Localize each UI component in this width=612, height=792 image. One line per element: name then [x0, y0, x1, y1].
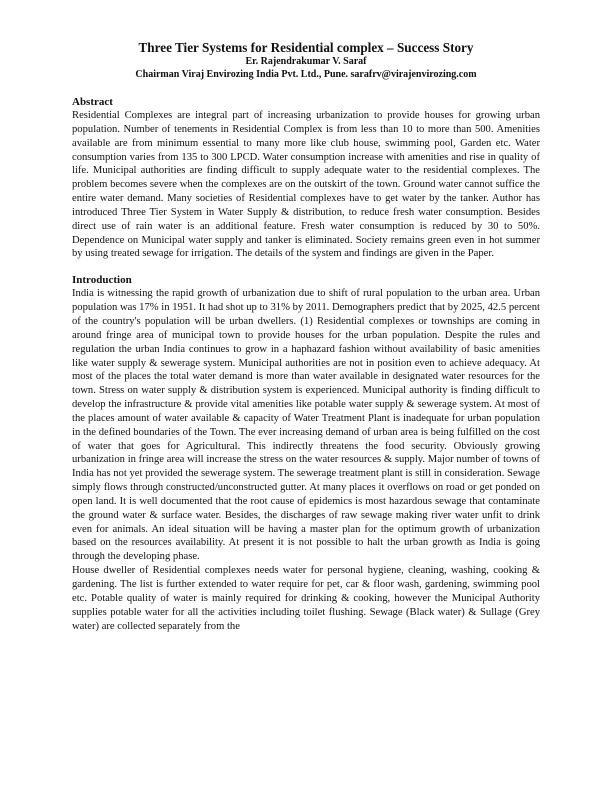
abstract-heading: Abstract — [72, 96, 113, 108]
author-name: Er. Rajendrakumar V. Saraf — [245, 56, 367, 67]
introduction-section — [72, 274, 540, 633]
introduction-paragraph-1: India is witnessing the rapid growth of urbanization due to shift of rural population to the urban area. Urban population was 17% in 1951. It had shot up to 31% by 2011. Demographers predict that by 2025, 42.5 percent of the country's population will be urban dwellers. (1) Residential complexes or townships are coming in around fringe area of municipal town to provide houses for the urban population. Despite the rules and regulation the urban India continues to grow in a haphazard fashion without availability of basic amenities like water supply & sewerage system. Municipal authorities are not in position even to achieve adequacy. At most of the places the total water demand is more than water available in designated water resources for the town. Stress on water supply & distribution system is experienced. Municipal authority is finding difficult to develop the infrastructure & provide vital amenities like potable water supply & sewerage system. At most of the places amount of water available & capacity of Water Treatment Plant is inadequate for urban population in the defined boundaries of the Town. The ever increasing demand of urban area is being fulfilled on the cost of water that goes for Agricultural. This indirectly threatens the food security. Obviously growing urbanization in fringe area will increase the stress on the water resources & supply. Major number of towns of India has not yet provided the sewerage system. The sewerage treatment plant is still in consideration. Sewage simply flows through constructed/unconstructed gutter. At many places it overflows on road or get ponded on open land. It is well documented that the root cause of epidemics is most hazardous sewage that contaminate the ground water & surface water. Besides, the discharges of raw sewage making river water unfit to drink even for animals. An ideal situation will be having a master plan for the optimum growth of urbanization based on the resources availability. At present it is not possible to halt the urban growth as India is going through the developing phase. — [72, 288, 540, 563]
introduction-heading: Introduction — [72, 274, 132, 287]
paper-title: Three Tier Systems for Residential complex – Success Story — [138, 40, 474, 55]
abstract-text: Residential Complexes are integral part of increasing urbanization to provide houses for growing urban population. Number of tenements in Residential Complex is from less than 10 to more than 500. Amenities available are from minimum essential to many more like club house, swimming pool, Garden etc. Water consumption varies from 135 to 300 LPCD. Water consumption increase with amenities and rise in quality of life. Municipal authorities are finding difficult to supply adequate water to the residential complexes. The problem becomes severe when the complexes are on the outskirt of the town. Ground water cannot suffice the entire water demand. Many societies of Residential complexes have to get water by the tanker. Author has introduced Three Tier System in Water Supply & distribution, to reduce fresh water consumption. Besides direct use of rain water is an additional feature. Fresh water consumption is reduced by 30 to 50%. Dependence on Municipal water supply and tanker is eliminated. Society remains green even in hot summer by using treated sewage for irrigation. The details of the system and findings are given in the Paper. — [72, 110, 540, 260]
introduction-paragraph-2: House dweller of Residential complexes needs water for personal hygiene, cleaning, washing, cooking & gardening. The list is further extended to water require for pet, car & floor wash, gardening, swimming pool etc. Potable quality of water is mainly required for drinking & cooking, however the Municipal Authority supplies potable water for all the activities including toilet flushing. Sewage (Black water) & Sullage (Grey water) are collected separately from the — [72, 565, 540, 632]
abstract-section — [72, 96, 540, 261]
section-spacer — [72, 261, 540, 274]
author-affiliation: Chairman Viraj Envirozing India Pvt. Ltd., Pune. sarafrv@virajenvirozing.com — [135, 68, 477, 80]
